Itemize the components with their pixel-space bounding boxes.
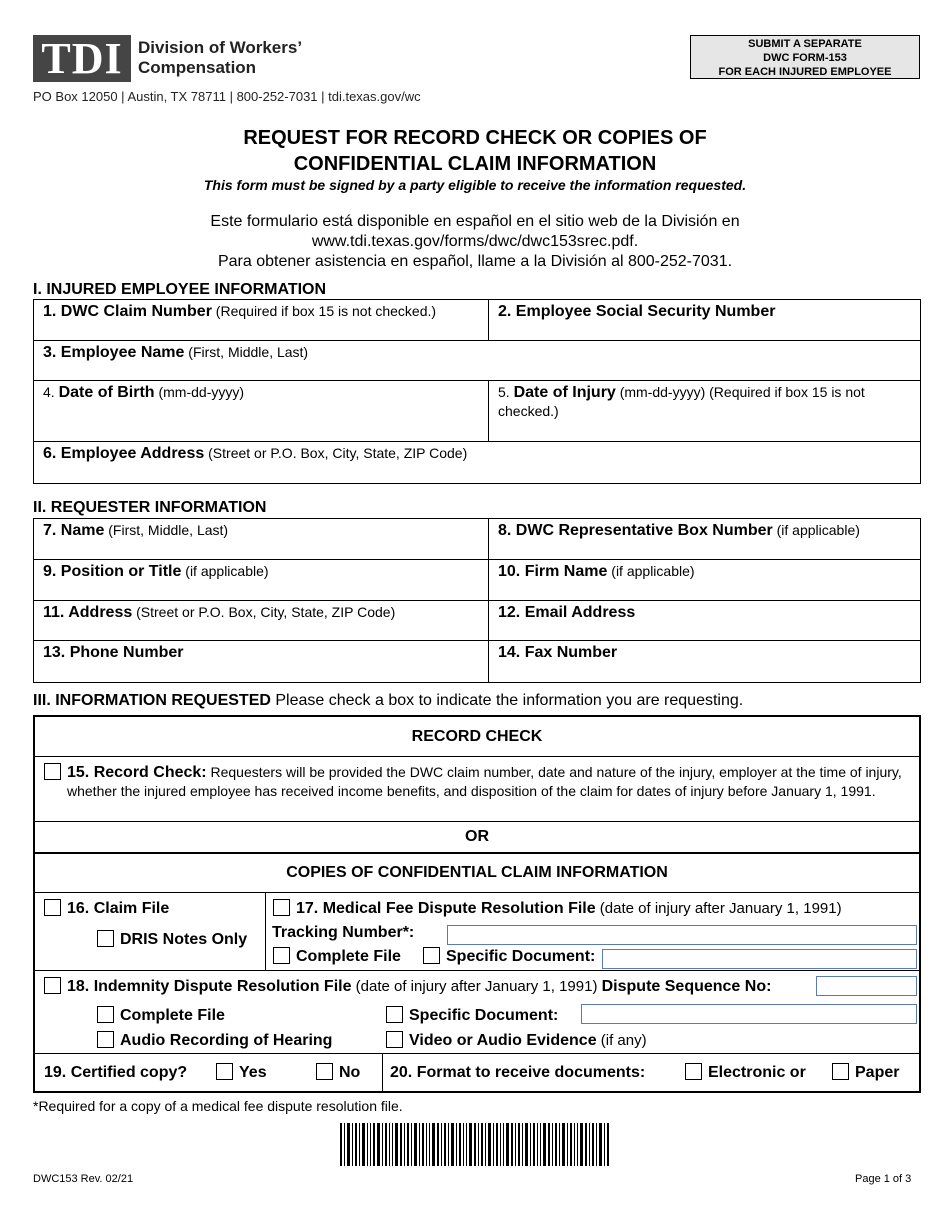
agency-address: PO Box 12050 | Austin, TX 78711 | 800-252-7031 | tdi.texas.gov/wc [33, 89, 421, 104]
email-address-field[interactable]: 12. Email Address [489, 601, 921, 641]
footnote: *Required for a copy of a medical fee dispute resolution file. [33, 1098, 403, 1114]
dispute-sequence-input[interactable] [816, 976, 917, 996]
spanish-notice-line-1: Este formulario está disponible en español en el sitio web de la División en [210, 213, 740, 230]
division-line-1: Division of Workers’ [138, 38, 303, 57]
form-title-line-2: CONFIDENTIAL CLAIM INFORMATION [293, 153, 657, 175]
division-name [138, 38, 302, 78]
division-line-2: Compensation [138, 58, 257, 77]
medical-fee-dispute-option[interactable]: 17. Medical Fee Dispute Resolution File (date of injury after January 1, 1991) [273, 899, 842, 918]
date-of-injury-field[interactable]: 5. Date of Injury (mm-dd-yyyy) (Required if box 15 is not checked.) [489, 381, 921, 442]
submit-notice-box [690, 35, 920, 79]
dwc-claim-number-field[interactable]: 1. DWC Claim Number (Required if box 15 is not checked.) [34, 300, 489, 341]
divider [382, 1053, 383, 1093]
form-subtitle: This form must be signed by a party eligible to receive the information requested. [203, 177, 747, 193]
divider [33, 1053, 921, 1054]
divider [265, 892, 266, 970]
date-of-birth-field[interactable]: 4. Date of Birth (mm-dd-yyyy) [34, 381, 489, 442]
dris-notes-option[interactable]: DRIS Notes Only [97, 930, 247, 949]
audio-recording-option[interactable]: Audio Recording of Hearing [97, 1031, 332, 1050]
form-title-line-1: REQUEST FOR RECORD CHECK OR COPIES OF [243, 127, 707, 149]
idr-specific-document-input[interactable] [581, 1004, 917, 1024]
page-number: Page 1 of 3 [855, 1173, 912, 1185]
submit-line-3: FOR EACH INJURED EMPLOYEE [718, 66, 892, 78]
record-check-description: 15. Record Check: Requesters will be provided the DWC claim number, date and nature of the injury, employer at the time of injury, whether the injured employee has received income benefits, and disposition of the claim for dates of injury before January 1, 1991. [67, 764, 902, 799]
mfdr-complete-file-option[interactable]: Complete File [273, 947, 401, 966]
spanish-notice-line-3: Para obtener asistencia en español, llame a la División al 800-252-7031. [217, 253, 733, 270]
tracking-number-label: Tracking Number*: [272, 924, 415, 941]
record-check-title: RECORD CHECK [411, 728, 543, 745]
employee-name-field[interactable]: 3. Employee Name (First, Middle, Last) [34, 341, 921, 381]
idr-complete-file-option[interactable]: Complete File [97, 1006, 225, 1025]
section-3-heading: III. INFORMATION REQUESTED Please check a box to indicate the information you are requesting. [33, 692, 744, 709]
phone-number-field[interactable]: 13. Phone Number [34, 641, 489, 683]
requester-name-field[interactable]: 7. Name (First, Middle, Last) [34, 519, 489, 560]
mfdr-specific-document-option[interactable]: Specific Document: [423, 947, 595, 966]
tracking-number-input[interactable] [447, 925, 917, 945]
divider [33, 756, 921, 757]
format-electronic-option[interactable]: Electronic or [685, 1063, 806, 1082]
divider [33, 821, 921, 822]
divider [33, 852, 921, 854]
position-title-field[interactable]: 9. Position or Title (if applicable) [34, 560, 489, 601]
submit-line-1: SUBMIT A SEPARATE [748, 38, 862, 50]
format-paper-option[interactable]: Paper [832, 1063, 899, 1082]
format-label: 20. Format to receive documents: [390, 1064, 646, 1081]
form-number: DWC153 Rev. 02/21 [33, 1173, 134, 1185]
section-1-heading: I. INJURED EMPLOYEE INFORMATION [33, 281, 327, 298]
certified-yes-option[interactable]: Yes [216, 1063, 267, 1082]
spanish-notice-line-2: www.tdi.texas.gov/forms/dwc/dwc153srec.pdf. [311, 233, 639, 250]
idr-specific-document-option[interactable]: Specific Document: [386, 1006, 558, 1025]
certified-copy-label: 19. Certified copy? [44, 1064, 188, 1081]
mfdr-specific-document-input[interactable] [602, 949, 917, 969]
divider [33, 970, 921, 971]
or-label: OR [465, 828, 489, 845]
record-check-checkbox[interactable] [44, 763, 67, 782]
divider [33, 892, 921, 893]
requester-table [33, 518, 921, 683]
barcode-image [340, 1123, 610, 1166]
certified-no-option[interactable]: No [316, 1063, 360, 1082]
requester-address-field[interactable]: 11. Address (Street or P.O. Box, City, State, ZIP Code) [34, 601, 489, 641]
firm-name-field[interactable]: 10. Firm Name (if applicable) [489, 560, 921, 601]
representative-box-field[interactable]: 8. DWC Representative Box Number (if applicable) [489, 519, 921, 560]
claim-file-option[interactable]: 16. Claim File [44, 899, 169, 918]
employee-address-field[interactable]: 6. Employee Address (Street or P.O. Box, City, State, ZIP Code) [34, 442, 921, 484]
fax-number-field[interactable]: 14. Fax Number [489, 641, 921, 683]
injured-employee-table [33, 299, 921, 484]
video-audio-evidence-option[interactable]: Video or Audio Evidence (if any) [386, 1031, 647, 1050]
indemnity-dispute-option[interactable]: 18. Indemnity Dispute Resolution File (date of injury after January 1, 1991) Dispute Sequence No: [44, 977, 771, 996]
submit-line-2: DWC FORM-153 [763, 52, 847, 64]
tdi-logo: TDI [33, 35, 131, 82]
employee-ssn-field[interactable]: 2. Employee Social Security Number [489, 300, 921, 341]
copies-title: COPIES OF CONFIDENTIAL CLAIM INFORMATION [286, 864, 668, 881]
section-2-heading: II. REQUESTER INFORMATION [33, 499, 267, 516]
